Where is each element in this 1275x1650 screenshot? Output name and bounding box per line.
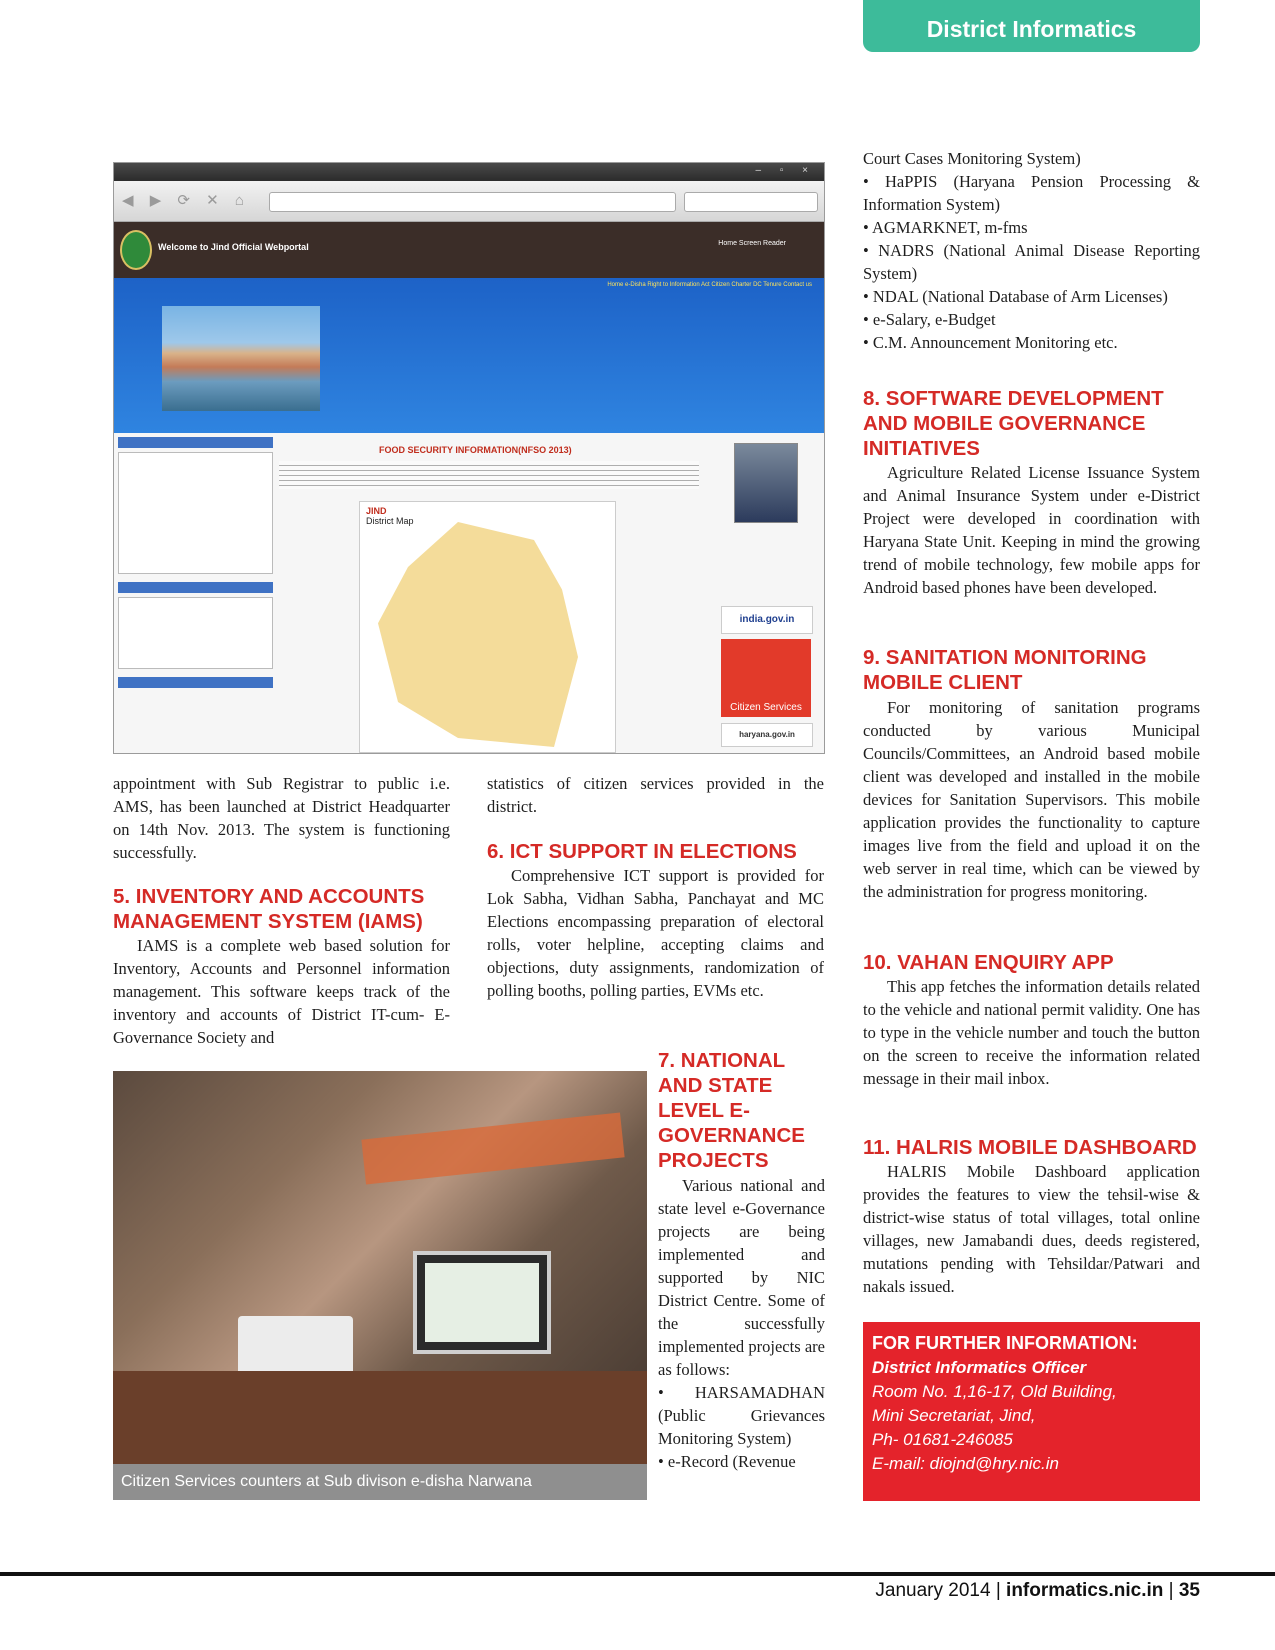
site-banner [114,278,825,433]
sec6-heading: 6. ICT SUPPORT IN ELECTIONS [487,840,797,863]
map-subtitle: District Map [366,516,414,526]
food-security-title: FOOD SECURITY INFORMATION(NFSO 2013) [379,445,572,455]
photo-monitor [413,1251,551,1354]
map-shape [378,522,578,747]
page-number: 35 [1178,1580,1200,1601]
welcome-text: Welcome to Jind Official Webportal [158,242,309,252]
sec11-body: HALRIS Mobile Dashboard application provides the features to view the tehsil-wise & district-wise status of total villages, total online villages, new Jamabandi dues, deeds registered, mutations pending with Tehsildar/Patwari and nakals issued. [863,1162,1200,1296]
sidebar-head [118,677,273,688]
sec9-body: For monitoring of sanitation programs conducted by various Municipal Councils/Committees, an Android based mobile client was developed and installed in the mobile devices for Sanitation Supervisors. This mobile application provides the functionality to capture images live from the field and upload it on the web server in real time, which can be viewed by the administration for progress monitoring. [863,698,1200,901]
sec6-body: Comprehensive ICT support is provided for Lok Sabha, Vidhan Sabha, Panchayat and MC Elections encompassing preparation of electoral rolls, voter helpline, accepting claims and objections, duty assignments, randomization of polling booths, polling parties, EVMs etc. [487,866,824,1000]
sidebar-head [118,582,273,593]
officer-portrait [734,443,798,523]
citizen-services-logo [721,639,811,717]
photo-monitor-screen [425,1263,539,1342]
col3-first-line: Court Cases Monitoring System) [863,149,1081,168]
col2-intro: statistics of citizen services provided in the district. [487,774,824,816]
section-tab: District Informatics [863,0,1200,52]
haryana-gov-logo: haryana.gov.in [721,723,813,747]
sec7-list [658,1381,825,1473]
info-place: Mini Secretariat, Jind, [872,1406,1036,1425]
sidebar-head [118,437,273,448]
district-map [359,501,616,753]
jind-webportal-screenshot [113,162,825,754]
col1-intro: appointment with Sub Registrar to public i.e. AMS, has been launched at District Headquarter on 14th Nov. 2013. The system is functioning successfully. [113,774,450,862]
site-sidebar [118,437,273,747]
india-gov-logo: india.gov.in [721,606,813,634]
list-item: • C.M. Announcement Monitoring etc. [863,331,1200,354]
further-info-box [863,1322,1200,1501]
map-title: JIND [366,506,387,516]
sec8-body: Agriculture Related License Issuance System and Animal Insurance System under e-District Project were developed in coordination with Haryana State Unit. Keeping in mind the growing trend of mobile technology, few mobile apps for Android based phones have been developed. [863,463,1200,597]
sec5-body: IAMS is a complete web based solution for Inventory, Accounts and Personnel information management. This software keeps track of the inventory and accounts of District IT-cum- E-Governance Society and [113,936,450,1047]
photo-caption: Citizen Services counters at Sub divison e-disha Narwana [113,1464,647,1500]
banner-photo [162,306,320,411]
window-controls-icon: – ▫ × [755,165,816,176]
list-item: • HaPPIS (Haryana Pension Processing & Information System) [863,170,1200,216]
list-item: • HARSAMADHAN (Public Grievances Monitoring System) [658,1381,825,1450]
site-header [114,222,825,278]
footer-separator: | [1163,1580,1179,1601]
col3-continuation [863,147,1200,354]
citizen-services-photo [113,1071,647,1500]
sec7-content [658,1174,825,1473]
address-bar [269,192,676,212]
sec5-heading: 5. INVENTORY AND ACCOUNTS MANAGEMENT SYSTEM (IAMS) [113,885,425,933]
list-item: • AGMARKNET, m-fms [863,216,1200,239]
photo-sign [361,1113,624,1185]
sec7-body: Various national and state level e-Governance projects are being implemented and supported by NIC District Centre. Some of the successfully implemented projects are as follows: [658,1176,825,1379]
site-nav-menu: Home e-Disha Right to Information Act Citizen Charter DC Tenure Contact us [607,282,812,288]
sidebar-box [118,597,273,669]
page-footer [875,1580,1200,1602]
col3-project-list [863,170,1200,354]
site-text-lines [279,461,699,489]
map-label [366,506,414,526]
footer-date: January 2014 | [875,1580,1007,1601]
sec10-body: This app fetches the information details related to the vehicle and national permit validity. One has to type in the vehicle number and touch the button on the screen to receive the information related message in their mail inbox. [863,977,1200,1088]
browser-toolbar [114,181,824,222]
footer-rule [0,1572,1275,1576]
list-item: • e-Salary, e-Budget [863,308,1200,331]
sidebar-box [118,452,273,574]
list-item: • NADRS (National Animal Disease Reporting System) [863,239,1200,285]
sec10-heading: 10. VAHAN ENQUIRY APP [863,951,1114,974]
info-heading: FOR FURTHER INFORMATION: [872,1333,1138,1353]
info-room: Room No. 1,16-17, Old Building, [872,1382,1117,1401]
citizen-services-label: Citizen Services [730,702,802,713]
footer-site: informatics.nic.in [1006,1580,1164,1601]
sec7-heading: 7. NATIONAL AND STATE LEVEL E-GOVERNANCE PROJECTS [658,1049,805,1172]
sec8-heading: 8. SOFTWARE DEVELOPMENT AND MOBILE GOVERNANCE INITIATIVES [863,387,1164,460]
list-item: • e-Record (Revenue [658,1450,825,1473]
info-officer: District Informatics Officer [872,1358,1087,1377]
info-email: E-mail: diojnd@hry.nic.in [872,1454,1060,1473]
sec9-heading: 9. SANITATION MONITORING MOBILE CLIENT [863,646,1147,694]
sec11-heading: 11. HALRIS MOBILE DASHBOARD [863,1136,1197,1159]
browser-nav-icons: ◀ ▶ ⟳ ✕ ⌂ [122,192,250,209]
site-top-links: Home Screen Reader [718,240,786,247]
haryana-emblem-icon [120,230,152,270]
browser-search-box [684,192,818,212]
info-phone: Ph- 01681-246085 [872,1430,1013,1449]
list-item: • NDAL (National Database of Arm Licenses) [863,285,1200,308]
window-titlebar [114,163,824,181]
